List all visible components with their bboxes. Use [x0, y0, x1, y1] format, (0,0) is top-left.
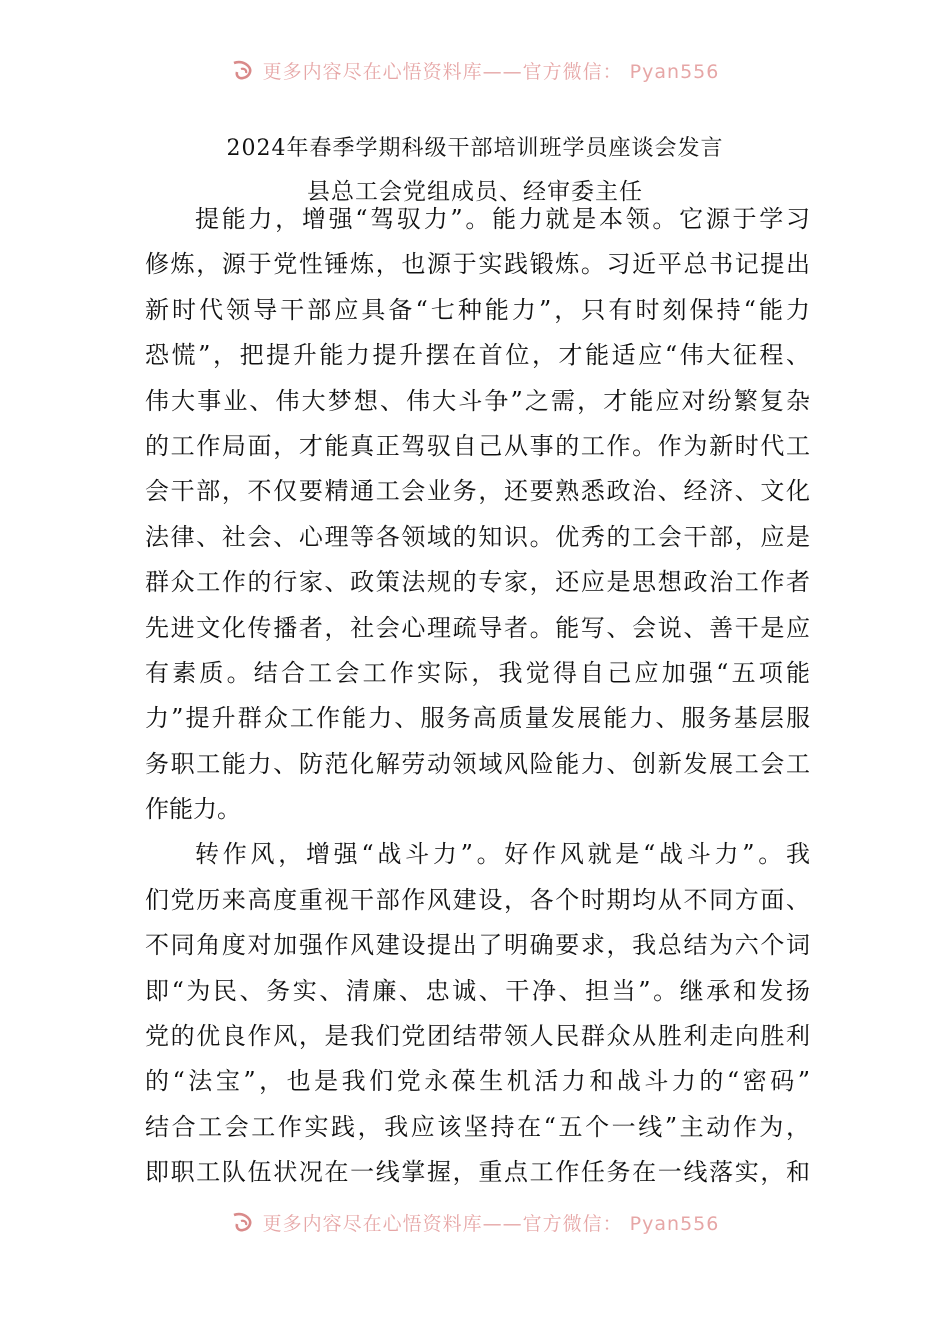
text-line: 新时代领导干部应具备“七种能力”，只有时刻保持“能力: [145, 295, 810, 324]
text-line: 会干部，不仅要精通工会业务，还要熟悉政治、经济、文化: [145, 477, 810, 506]
paragraph-1: [145, 197, 810, 832]
text-line: 修炼，源于党性锤炼，也源于实践锻炼。习近平总书记提出: [145, 250, 810, 279]
text-line: 有素质。结合工会工作实际，我觉得自己应加强“五项能: [145, 658, 810, 687]
watermark-top: [0, 56, 950, 84]
text-line: 的“法宝”，也是我们党永葆生机活力和战斗力的“密码”: [145, 1067, 810, 1096]
text-line: 不同角度对加强作风建设提出了明确要求，我总结为六个词: [145, 931, 810, 960]
text-line: 即“为民、务实、清廉、忠诚、干净、担当”。继承和发扬: [145, 976, 810, 1005]
paragraph-2: [145, 832, 810, 1195]
watermark-bottom: [0, 1208, 950, 1236]
document-body: [145, 197, 810, 1196]
text-line: 群众工作的行家、政策法规的专家，还应是思想政治工作者: [145, 568, 810, 597]
text-line: 提能力，增强“驾驭力”。能力就是本领。它源于学习: [195, 205, 810, 233]
text-line: 即职工队伍状况在一线掌握，重点工作任务在一线落实，和: [145, 1158, 810, 1187]
watermark-logo-icon: [231, 1211, 255, 1233]
text-line: 恐慌”，把提升能力提升摆在首位，才能适应“伟大征程、: [145, 341, 810, 370]
text-line: 法律、社会、心理等各领域的知识。优秀的工会干部，应是: [145, 522, 810, 551]
document-title: 2024年春季学期科级干部培训班学员座谈会发言: [226, 136, 724, 161]
watermark-text: 更多内容尽在心悟资料库——官方微信： Pyan556: [262, 1212, 720, 1235]
watermark-logo-icon: [231, 59, 255, 81]
watermark-text: 更多内容尽在心悟资料库——官方微信： Pyan556: [262, 60, 720, 83]
text-line: 先进文化传播者，社会心理疏导者。能写、会说、善干是应: [145, 613, 810, 642]
text-line: 党的优良作风，是我们党团结带领人民群众从胜利走向胜利: [145, 1022, 810, 1051]
text-line: 的工作局面，才能真正驾驭自己从事的工作。作为新时代工: [145, 431, 810, 460]
text-line: 作能力。: [145, 795, 241, 824]
text-line: 结合工会工作实践，我应该坚持在“五个一线”主动作为，: [145, 1112, 810, 1141]
text-line: 伟大事业、伟大梦想、伟大斗争”之需，才能应对纷繁复杂: [145, 386, 810, 415]
text-line: 转作风，增强“战斗力”。好作风就是“战斗力”。我: [195, 840, 810, 869]
text-line: 们党历来高度重视干部作风建设，各个时期均从不同方面、: [145, 885, 810, 914]
text-line: 力”提升群众工作能力、服务高质量发展能力、服务基层服: [145, 704, 810, 733]
document-subtitle: 县总工会党组成员、经审委主任: [307, 179, 643, 205]
text-line: 务职工能力、防范化解劳动领域风险能力、创新发展工会工: [145, 749, 810, 778]
